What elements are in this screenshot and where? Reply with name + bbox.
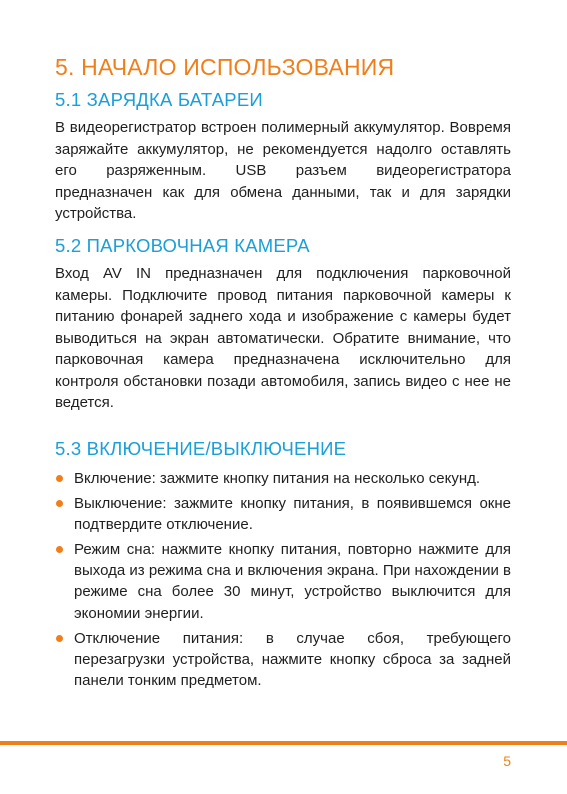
bullet-text: Включение: зажмите кнопку питания на несколько секунд.: [74, 470, 481, 487]
section-heading-battery: 5.1 ЗАРЯДКА БАТАРЕИ: [55, 89, 263, 110]
section-heading-power: 5.3 ВКЛЮЧЕНИЕ/ВЫКЛЮЧЕНИЕ: [55, 438, 347, 459]
bullet-text: Выключение: зажмите кнопку питания, в появившемся окне подтвердите отключение.: [74, 494, 511, 534]
bullet-dot-icon: [56, 500, 63, 507]
footer-divider: [0, 741, 567, 745]
list-item: [55, 493, 511, 536]
list-item: [55, 468, 511, 489]
section-text-battery: В видеорегистратор встроен полимерный аккумулятор. Вовремя заряжайте аккумулятор, не рекомендуется надолго оставлять его разряженным. USB разъем видеорегистратора предназначен как для обмена данными, так и для зарядки устройства.: [55, 119, 511, 222]
bullet-text: Режим сна: нажмите кнопку питания, повторно нажмите для выхода из режима сна и включения экрана. При нахождении в режиме сна более 30 минут, устройство выключится для экономии энергии.: [74, 540, 511, 622]
section-text-parking-camera: Вход AV IN предназначен для подключения парковочной камеры. Подключите провод питания парковочной камеры к питанию фонарей заднего хода и изображение с камеры будет выводиться на экран автоматически. Обратите внимание, что парковочная камера предназначена исключительно для контроля обстановки позади автомобиля, запись видео с нее не ведется.: [55, 265, 511, 411]
bullet-text: Отключение питания: в случае сбоя, требующего перезагрузки устройства, нажмите кнопку сброса за задней панели тонким предметом.: [74, 629, 511, 690]
bullet-dot-icon: [56, 546, 63, 553]
list-item: [55, 628, 511, 692]
power-bullet-list: [55, 468, 511, 695]
bullet-dot-icon: [56, 475, 63, 482]
bullet-dot-icon: [56, 635, 63, 642]
section-heading-parking-camera: 5.2 ПАРКОВОЧНАЯ КАМЕРА: [55, 235, 310, 256]
page-number: 5: [503, 753, 511, 769]
list-item: [55, 539, 511, 624]
page-title: 5. НАЧАЛО ИСПОЛЬЗОВАНИЯ: [55, 54, 395, 80]
